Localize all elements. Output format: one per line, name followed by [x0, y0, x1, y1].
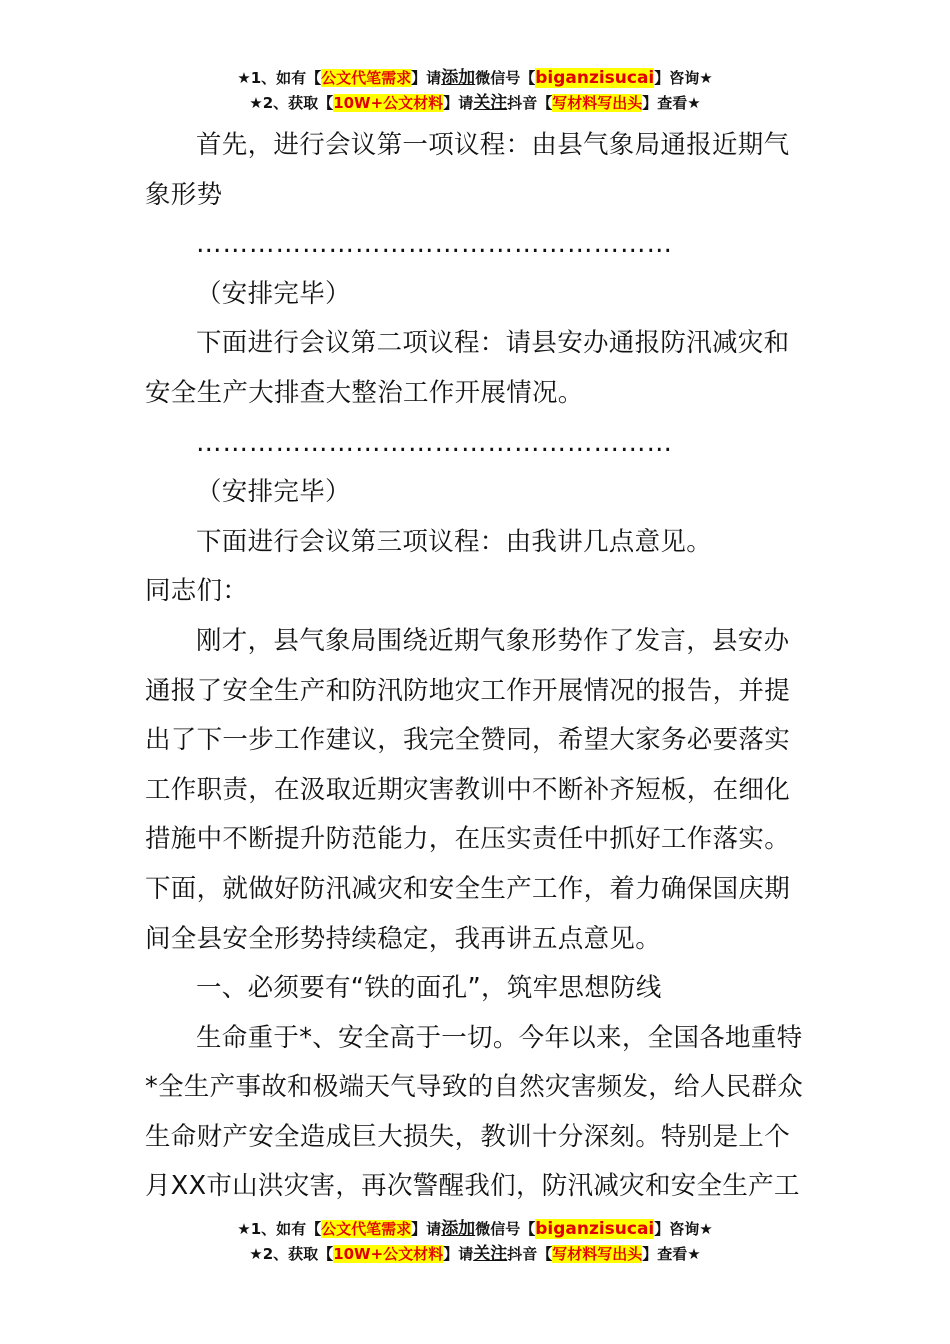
highlight-text: 10W+公文材料 — [333, 1245, 444, 1263]
footer-banner — [0, 1217, 950, 1267]
highlight-text: 10W+公文材料 — [333, 94, 444, 112]
intro-paragraph: 刚才，县气象局围绕近期气象形势作了发言，县安办通报了安全生产和防汛防地灾工作开展情况的报告，并提出了下一步工作建议，我完全赞同，希望大家务必要落实工作职责，在汲取近期灾害教训中不断补齐短板，在细化措施中不断提升防范能力，在压实责任中抓好工作落实。下面，就做好防汛减灾和安全生产工作，着力确保国庆期间全县安全形势持续稳定，我再讲五点意见。 — [145, 625, 791, 954]
document-body — [145, 121, 810, 1212]
wechat-id: biganzisucai — [535, 1219, 655, 1239]
highlight-text: 公文代笔需求 — [321, 1220, 412, 1238]
section-paragraph-1: 生命重于*、安全高于一切。今年以来，全国各地重特*全生产事故和极端天气导致的自然灾害频发，给人民群众生命财产安全造成巨大损失，教训十分深刻。特别是上个月XX市山洪灾害，再次警醒我们，防汛减灾和安全生产工 — [145, 1022, 804, 1202]
arrangement-done: （安排完毕） — [196, 477, 351, 508]
underlined-text: 关注 — [473, 1244, 508, 1264]
header-banner-line-2: ★2、获取【10W+公文材料】请关注抖音【写材料写出头】查看★ — [249, 93, 701, 113]
underlined-text: 添加 — [441, 68, 476, 88]
underlined-text: 关注 — [473, 93, 508, 113]
footer-banner-line-1: ★1、如有【公文代笔需求】请添加微信号【biganzisucai】咨询★ — [237, 1219, 713, 1239]
wechat-id: biganzisucai — [535, 68, 655, 88]
douyin-account: 写材料写出头 — [552, 94, 643, 112]
highlight-text: 公文代笔需求 — [321, 69, 412, 87]
douyin-account: 写材料写出头 — [552, 1245, 643, 1263]
header-banner-line-1: ★1、如有【公文代笔需求】请添加微信号【biganzisucai】咨询★ — [237, 68, 713, 88]
section-heading-1: 一、必须要有“铁的面孔”，筑牢思想防线 — [196, 973, 662, 1004]
header-banner — [0, 66, 950, 116]
agenda-item-3: 下面进行会议第三项议程：由我讲几点意见。 — [196, 526, 713, 557]
underlined-text: 添加 — [441, 1219, 476, 1239]
salutation: 同志们： — [145, 576, 249, 607]
footer-banner-line-2: ★2、获取【10W+公文材料】请关注抖音【写材料写出头】查看★ — [249, 1244, 701, 1264]
ellipsis-line: ……………………………………………… — [196, 229, 673, 260]
agenda-item-1: 首先，进行会议第一项议程：由县气象局通报近期气象形势 — [145, 130, 790, 210]
ellipsis-line: ……………………………………………… — [196, 427, 673, 458]
agenda-item-2: 下面进行会议第二项议程：请县安办通报防汛减灾和安全生产大排查大整治工作开展情况。 — [145, 328, 790, 408]
arrangement-done: （安排完毕） — [196, 278, 351, 309]
